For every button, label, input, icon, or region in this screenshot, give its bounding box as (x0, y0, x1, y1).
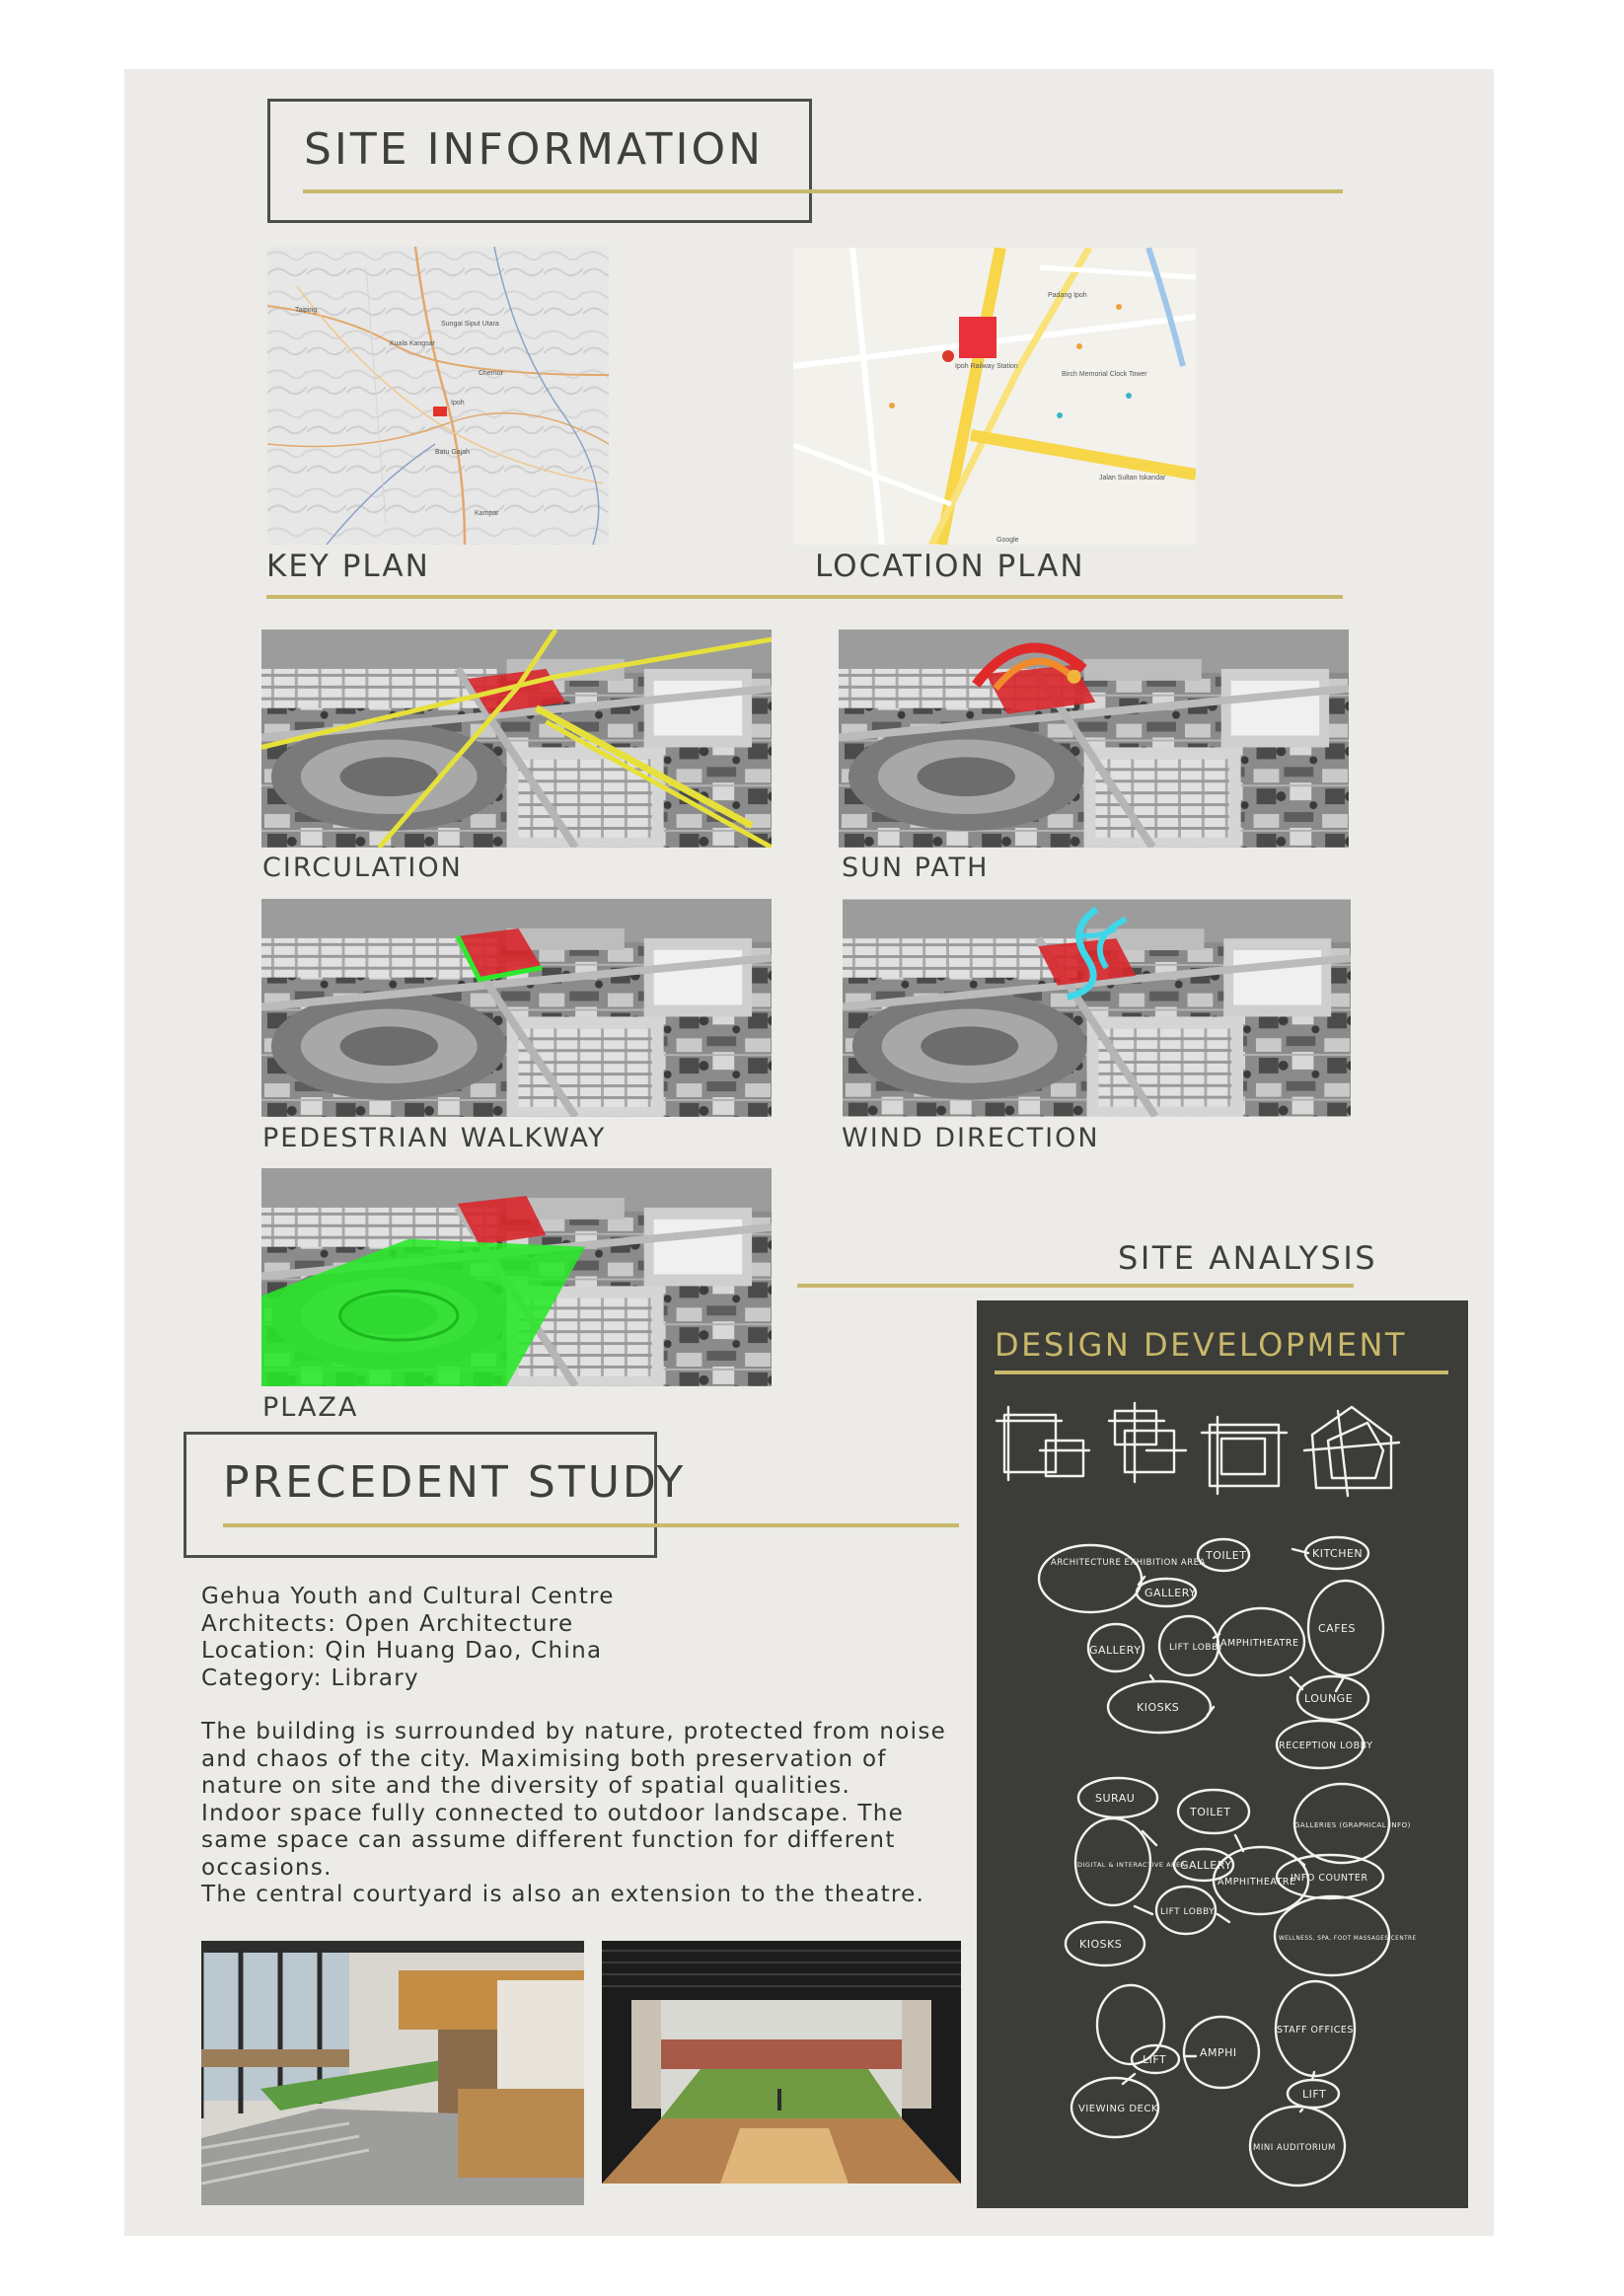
pedestrian-walkway-label: PEDESTRIAN WALKWAY (262, 1123, 607, 1153)
key-plan-label: KEY PLAN (266, 549, 430, 584)
sketch-label: WELLNESS, SPA, FOOT MASSAGES CENTRE (1279, 1936, 1417, 1942)
site-information-title: SITE INFORMATION (304, 124, 765, 175)
sketch-label: KIOSKS (1137, 1701, 1180, 1714)
map-label: Ipoh (451, 400, 465, 407)
sketch-label: CAFES (1318, 1622, 1356, 1635)
map-label: Jalan Sultan Iskandar (1099, 475, 1166, 481)
location-plan-map (793, 248, 1196, 545)
map-label: Chemor (479, 370, 503, 377)
sketch-label: GALLERY (1144, 1587, 1197, 1599)
precedent-photo-theatre (602, 1941, 961, 2184)
description-line: nature on site and the diversity of spatial qualities. (201, 1773, 851, 1799)
site-analysis-rule (797, 1284, 1354, 1288)
plaza-label: PLAZA (262, 1392, 359, 1423)
map-label: Kampar (475, 510, 499, 517)
site-plans-rule (266, 595, 1343, 599)
map-label: Ipoh Railway Station (955, 363, 1018, 370)
sketch-label: AMPHI (1200, 2046, 1237, 2059)
pedestrian-walkway-diagram (261, 899, 772, 1117)
sketch-label: SURAU (1095, 1792, 1136, 1805)
precedent-study-text (201, 1584, 971, 1909)
description-line: The building is surrounded by nature, protected from noise (201, 1719, 947, 1744)
key-plan-map (267, 247, 609, 545)
project-architects: Architects: Open Architecture (201, 1610, 574, 1637)
sketch-label: RECEPTION LOBBY (1279, 1741, 1373, 1751)
description-line: The central courtyard is also an extension to the theatre. (201, 1882, 925, 1907)
wind-direction-diagram (843, 899, 1351, 1117)
site-analysis-title: SITE ANALYSIS (1118, 1239, 1378, 1277)
project-category: Category: Library (201, 1665, 419, 1691)
circulation-diagram (261, 630, 772, 848)
description-line: and chaos of the city. Maximising both preservation of (201, 1745, 887, 1772)
sketch-label: GALLERY (1180, 1859, 1232, 1872)
precedent-study-rule (223, 1523, 959, 1527)
description-line: same space can assume different function for different (201, 1827, 896, 1853)
sketch-label: MINI AUDITORIUM (1253, 2143, 1336, 2153)
sketch-label: LIFT LOBBY (1160, 1907, 1216, 1917)
circulation-label: CIRCULATION (262, 852, 463, 883)
sketch-label: GALLERY (1089, 1644, 1142, 1657)
sketch-label: AMPHITHEATRE (1220, 1638, 1299, 1649)
sketch-label: GALLERIES (GRAPHICAL INFO) (1294, 1821, 1411, 1829)
design-development-rule (995, 1370, 1448, 1374)
sketch-label: TOILET (1190, 1806, 1231, 1818)
sketch-label: KITCHEN (1312, 1547, 1364, 1560)
site-information-rule (303, 189, 1343, 193)
sketch-label: INFO COUNTER (1291, 1873, 1368, 1884)
sketch-label: KIOSKS (1079, 1938, 1123, 1951)
sun-path-label: SUN PATH (842, 852, 990, 883)
sketch-label: STAFF OFFICES (1277, 2025, 1354, 2036)
sun-path-diagram (839, 630, 1349, 848)
sketch-label: VIEWING DECK (1078, 2104, 1158, 2114)
map-label: Kuala Kangsar (390, 340, 435, 347)
map-label: Taiping (295, 307, 318, 314)
map-label: Google (997, 537, 1019, 544)
sketch-label: LOUNGE (1304, 1692, 1354, 1705)
design-sketches (977, 1381, 1468, 2208)
project-location: Location: Qin Huang Dao, China (201, 1638, 603, 1664)
project-name: Gehua Youth and Cultural Centre (201, 1584, 615, 1609)
sketch-label: LIFT (1302, 2088, 1327, 2101)
sketch-label: LIFT (1143, 2053, 1167, 2066)
map-label: Birch Memorial Clock Tower (1062, 371, 1147, 378)
map-label: Sungai Siput Utara (441, 321, 499, 328)
sketch-label: LIFT LOBBY (1169, 1643, 1224, 1653)
sketch-label: ARCHITECTURE EXHIBITION AREA (1051, 1558, 1206, 1568)
description-line: Indoor space fully connected to outdoor landscape. The (201, 1800, 905, 1826)
map-label: Batu Gajah (435, 449, 471, 456)
sketch-label: TOILET (1206, 1549, 1247, 1562)
plaza-diagram (261, 1168, 772, 1386)
precedent-photo-interior (201, 1941, 584, 2205)
map-label: Padang Ipoh (1048, 292, 1087, 299)
description-line: occasions. (201, 1854, 332, 1881)
location-plan-label: LOCATION PLAN (815, 549, 1085, 584)
sketch-label: AMPHITHEATRE (1218, 1877, 1296, 1888)
sketch-label: DIGITAL & INTERACTIVE AREA (1077, 1861, 1186, 1869)
wind-direction-label: WIND DIRECTION (842, 1123, 1100, 1153)
design-development-title: DESIGN DEVELOPMENT (995, 1326, 1407, 1364)
precedent-study-title: PRECEDENT STUDY (223, 1457, 687, 1508)
